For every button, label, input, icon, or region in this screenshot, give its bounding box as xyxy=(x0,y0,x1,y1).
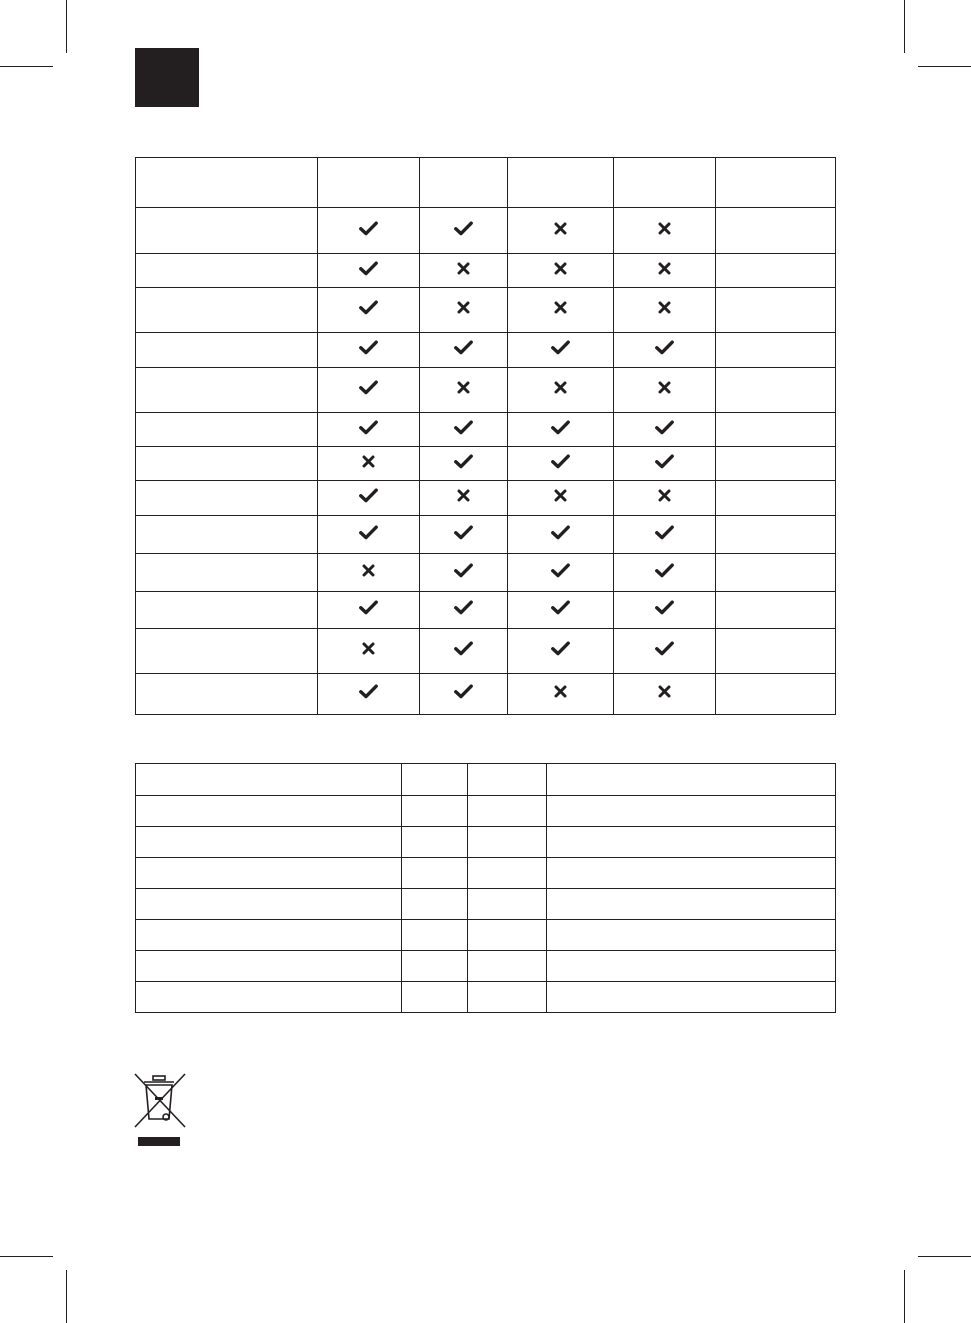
row-label-cell xyxy=(136,208,318,254)
empty-cell xyxy=(468,951,547,982)
table-row xyxy=(136,858,836,889)
empty-cell xyxy=(716,447,836,481)
empty-cell xyxy=(136,764,402,796)
mark-cell xyxy=(508,554,614,592)
empty-cell xyxy=(716,516,836,554)
mark-cell xyxy=(508,447,614,481)
mark-cell xyxy=(508,288,614,333)
mark-cell xyxy=(420,481,508,516)
check-icon xyxy=(551,525,570,540)
empty-cell xyxy=(547,951,836,982)
header-cell xyxy=(716,158,836,208)
table-row xyxy=(136,516,836,554)
cross-icon xyxy=(554,222,567,235)
empty-cell xyxy=(468,982,547,1013)
check-icon xyxy=(655,563,674,578)
row-label-cell xyxy=(136,288,318,333)
table-header-row xyxy=(136,158,836,208)
cross-icon xyxy=(554,262,567,275)
check-icon xyxy=(359,525,378,540)
check-icon xyxy=(359,488,378,503)
cross-icon xyxy=(658,262,671,275)
empty-cell xyxy=(468,858,547,889)
crop-mark xyxy=(66,0,67,53)
mark-cell xyxy=(420,288,508,333)
cross-icon xyxy=(658,222,671,235)
check-icon xyxy=(454,600,473,615)
mark-cell xyxy=(614,674,716,715)
empty-cell xyxy=(402,764,468,796)
empty-cell xyxy=(716,481,836,516)
empty-cell xyxy=(402,827,468,858)
table-row xyxy=(136,951,836,982)
row-label-cell xyxy=(136,254,318,288)
crop-mark xyxy=(0,66,53,67)
empty-cell xyxy=(468,796,547,827)
empty-cell xyxy=(402,858,468,889)
row-label-cell xyxy=(136,629,318,674)
table-row xyxy=(136,481,836,516)
mark-cell xyxy=(614,333,716,368)
mark-cell xyxy=(318,447,420,481)
check-icon xyxy=(655,340,674,355)
empty-cell xyxy=(547,920,836,951)
empty-cell xyxy=(402,920,468,951)
mark-cell xyxy=(318,481,420,516)
cross-icon xyxy=(554,489,567,502)
table-row xyxy=(136,629,836,674)
empty-cell xyxy=(402,982,468,1013)
mark-cell xyxy=(614,254,716,288)
cross-icon xyxy=(554,301,567,314)
empty-cell xyxy=(547,982,836,1013)
row-label-cell xyxy=(136,674,318,715)
mark-cell xyxy=(420,674,508,715)
cross-icon xyxy=(658,381,671,394)
cross-icon xyxy=(554,381,567,394)
cross-icon xyxy=(362,642,375,655)
row-label-cell xyxy=(136,592,318,629)
empty-cell xyxy=(136,951,402,982)
cross-icon xyxy=(362,564,375,577)
cross-icon xyxy=(658,685,671,698)
mark-cell xyxy=(508,368,614,413)
mark-cell xyxy=(614,368,716,413)
row-label-cell xyxy=(136,447,318,481)
empty-cell xyxy=(547,889,836,920)
mark-cell xyxy=(614,516,716,554)
cross-icon xyxy=(457,301,470,314)
header-cell xyxy=(420,158,508,208)
row-label-cell xyxy=(136,333,318,368)
row-label-cell xyxy=(136,413,318,447)
mark-cell xyxy=(318,254,420,288)
mark-cell xyxy=(420,629,508,674)
empty-cell xyxy=(716,592,836,629)
mark-cell xyxy=(508,254,614,288)
check-icon xyxy=(454,420,473,435)
check-icon xyxy=(359,340,378,355)
check-icon xyxy=(359,600,378,615)
mark-cell xyxy=(614,447,716,481)
mark-cell xyxy=(508,516,614,554)
specification-table xyxy=(135,763,836,1013)
cross-icon xyxy=(658,301,671,314)
mark-cell xyxy=(614,288,716,333)
empty-cell xyxy=(716,413,836,447)
mark-cell xyxy=(614,481,716,516)
empty-cell xyxy=(136,889,402,920)
table-row xyxy=(136,554,836,592)
check-icon xyxy=(454,684,473,699)
header-cell xyxy=(318,158,420,208)
row-label-cell xyxy=(136,481,318,516)
mark-cell xyxy=(318,629,420,674)
table-row xyxy=(136,208,836,254)
empty-cell xyxy=(547,764,836,796)
empty-cell xyxy=(468,764,547,796)
check-icon xyxy=(551,420,570,435)
check-icon xyxy=(359,300,378,315)
header-cell xyxy=(136,158,318,208)
check-icon xyxy=(454,563,473,578)
mark-cell xyxy=(508,629,614,674)
mark-cell xyxy=(420,413,508,447)
mark-cell xyxy=(420,592,508,629)
header-cell xyxy=(508,158,614,208)
mark-cell xyxy=(614,629,716,674)
mark-cell xyxy=(318,288,420,333)
header-cell xyxy=(614,158,716,208)
mark-cell xyxy=(614,554,716,592)
row-label-cell xyxy=(136,516,318,554)
mark-cell xyxy=(614,413,716,447)
mark-cell xyxy=(614,208,716,254)
cross-icon xyxy=(457,381,470,394)
cross-icon xyxy=(457,262,470,275)
check-icon xyxy=(655,420,674,435)
check-icon xyxy=(454,525,473,540)
empty-cell xyxy=(136,858,402,889)
mark-cell xyxy=(508,481,614,516)
check-icon xyxy=(551,340,570,355)
cross-icon xyxy=(362,455,375,468)
mark-cell xyxy=(508,592,614,629)
mark-cell xyxy=(420,254,508,288)
empty-cell xyxy=(716,629,836,674)
row-label-cell xyxy=(136,554,318,592)
section-tab-block xyxy=(135,48,199,107)
table-row xyxy=(136,368,836,413)
check-icon xyxy=(454,340,473,355)
table-row xyxy=(136,827,836,858)
mark-cell xyxy=(420,554,508,592)
mark-cell xyxy=(508,333,614,368)
check-icon xyxy=(655,454,674,469)
crossed-out-wheelie-bin-icon xyxy=(131,1071,189,1149)
empty-cell xyxy=(716,288,836,333)
table-row xyxy=(136,982,836,1013)
check-icon xyxy=(454,221,473,236)
mark-cell xyxy=(318,592,420,629)
empty-cell xyxy=(402,796,468,827)
mark-cell xyxy=(508,208,614,254)
table-row xyxy=(136,288,836,333)
mark-cell xyxy=(318,554,420,592)
empty-cell xyxy=(716,254,836,288)
check-icon xyxy=(359,261,378,276)
cross-icon xyxy=(554,685,567,698)
table-row xyxy=(136,796,836,827)
check-icon xyxy=(655,600,674,615)
table-row xyxy=(136,447,836,481)
cross-icon xyxy=(457,489,470,502)
table-row xyxy=(136,254,836,288)
table-row xyxy=(136,674,836,715)
mark-cell xyxy=(318,413,420,447)
check-icon xyxy=(655,641,674,656)
check-icon xyxy=(551,454,570,469)
cross-icon xyxy=(658,489,671,502)
mark-cell xyxy=(318,208,420,254)
mark-cell xyxy=(318,674,420,715)
empty-cell xyxy=(136,982,402,1013)
crop-mark xyxy=(904,0,905,53)
mark-cell xyxy=(420,208,508,254)
empty-cell xyxy=(716,674,836,715)
mark-cell xyxy=(318,516,420,554)
mark-cell xyxy=(420,516,508,554)
crop-mark xyxy=(66,1270,67,1323)
crop-mark xyxy=(904,1270,905,1323)
empty-cell xyxy=(468,889,547,920)
check-icon xyxy=(359,380,378,395)
check-icon xyxy=(454,454,473,469)
empty-cell xyxy=(716,368,836,413)
empty-cell xyxy=(547,858,836,889)
check-icon xyxy=(551,600,570,615)
mark-cell xyxy=(508,674,614,715)
compatibility-table xyxy=(135,157,836,715)
table-row xyxy=(136,592,836,629)
empty-cell xyxy=(716,554,836,592)
mark-cell xyxy=(420,447,508,481)
empty-cell xyxy=(136,827,402,858)
table-row xyxy=(136,920,836,951)
table-row xyxy=(136,413,836,447)
table-row xyxy=(136,764,836,796)
mark-cell xyxy=(420,333,508,368)
empty-cell xyxy=(468,920,547,951)
check-icon xyxy=(454,641,473,656)
crop-mark xyxy=(0,1256,53,1257)
empty-cell xyxy=(547,796,836,827)
empty-cell xyxy=(547,827,836,858)
table-row xyxy=(136,889,836,920)
empty-cell xyxy=(402,889,468,920)
check-icon xyxy=(551,563,570,578)
check-icon xyxy=(359,221,378,236)
empty-cell xyxy=(402,951,468,982)
check-icon xyxy=(655,525,674,540)
mark-cell xyxy=(614,592,716,629)
empty-cell xyxy=(136,920,402,951)
crop-mark xyxy=(918,1256,971,1257)
empty-cell xyxy=(716,333,836,368)
crop-mark xyxy=(918,66,971,67)
mark-cell xyxy=(420,368,508,413)
row-label-cell xyxy=(136,368,318,413)
empty-cell xyxy=(136,796,402,827)
check-icon xyxy=(359,420,378,435)
check-icon xyxy=(359,684,378,699)
empty-cell xyxy=(716,208,836,254)
table-row xyxy=(136,333,836,368)
empty-cell xyxy=(468,827,547,858)
mark-cell xyxy=(508,413,614,447)
check-icon xyxy=(551,641,570,656)
mark-cell xyxy=(318,368,420,413)
mark-cell xyxy=(318,333,420,368)
